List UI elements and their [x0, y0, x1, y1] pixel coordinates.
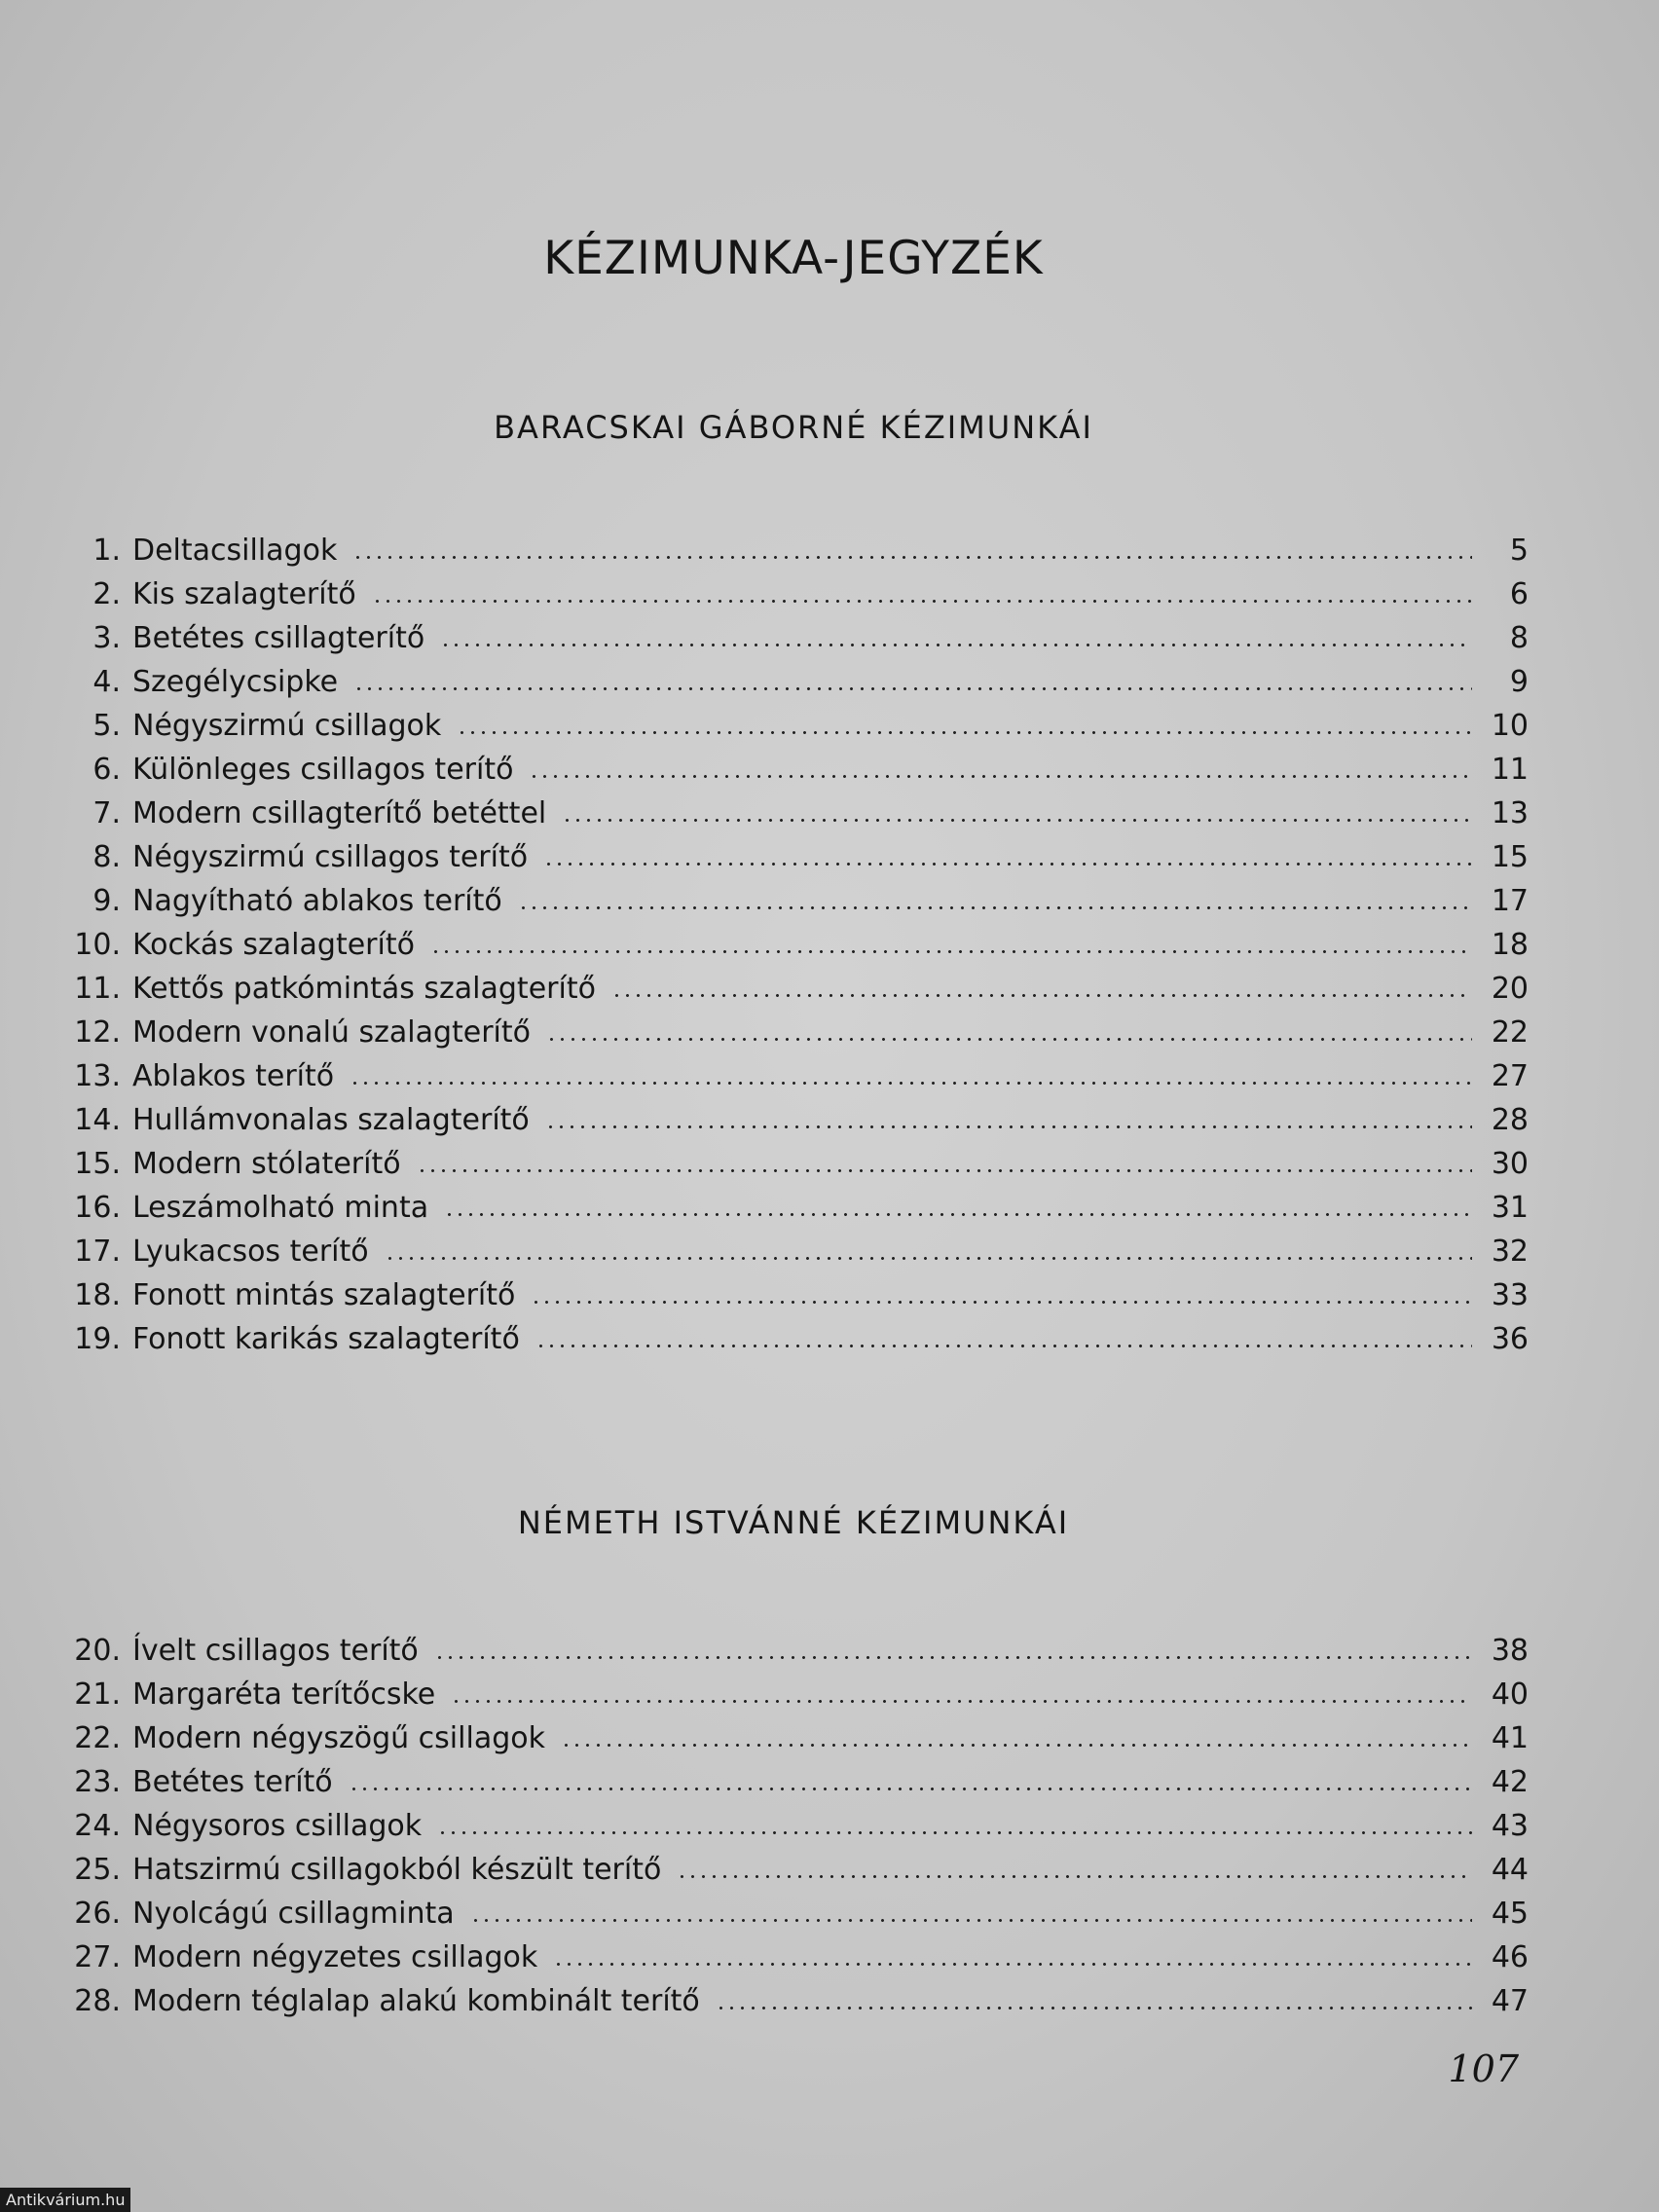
dot-leader [518, 906, 1472, 909]
entry-title: Nagyítható ablakos terítő [132, 884, 502, 918]
dot-leader [444, 1213, 1472, 1216]
entry-title: Modern stólaterítő [132, 1147, 401, 1181]
entry-number: 6. [92, 753, 121, 787]
entry-page-number: 31 [1491, 1191, 1529, 1225]
toc-entry [68, 655, 1529, 699]
entry-number: 17. [74, 1235, 121, 1269]
dot-leader [716, 2007, 1472, 2009]
dot-leader [611, 994, 1472, 997]
toc-entry [68, 1624, 1529, 1668]
page-number: 107 [1448, 2047, 1519, 2090]
entry-title: Hatszirmú csillagokból készült terítő [132, 1853, 662, 1887]
dot-leader [434, 1656, 1472, 1659]
dot-leader [451, 1700, 1472, 1703]
entry-page-number: 5 [1509, 534, 1529, 568]
entry-page-number: 11 [1491, 753, 1529, 787]
dot-leader [531, 1301, 1472, 1304]
entry-number: 20. [74, 1634, 121, 1668]
entry-page-number: 40 [1491, 1677, 1529, 1712]
entry-page-number: 38 [1491, 1634, 1529, 1668]
entry-title: Kockás szalagterítő [132, 928, 415, 962]
toc-entry [68, 524, 1529, 568]
entry-page-number: 30 [1491, 1147, 1529, 1181]
entry-title: Szegélycsipke [132, 665, 339, 699]
toc-entry [68, 1225, 1529, 1269]
entry-number: 12. [74, 1015, 121, 1050]
toc-entry [68, 1887, 1529, 1931]
entry-title: Kis szalagterítő [132, 577, 356, 611]
toc-entry [68, 1181, 1529, 1225]
entry-title: Négyszirmú csillagos terítő [132, 840, 529, 874]
entry-title: Fonott mintás szalagterítő [132, 1278, 516, 1312]
entry-page-number: 28 [1491, 1103, 1529, 1137]
toc-entry [68, 918, 1529, 962]
toc-entry [68, 1668, 1529, 1712]
toc-list-baracskai [68, 524, 1529, 1356]
dot-leader [349, 1788, 1472, 1790]
entry-title: Modern négyzetes csillagok [132, 1940, 538, 1974]
toc-entry [68, 568, 1529, 611]
entry-number: 5. [92, 709, 121, 743]
entry-number: 22. [74, 1721, 121, 1755]
entry-page-number: 42 [1491, 1765, 1529, 1799]
entry-page-number: 22 [1491, 1015, 1529, 1050]
entry-number: 7. [92, 796, 121, 830]
entry-page-number: 36 [1491, 1322, 1529, 1356]
entry-title: Ívelt csillagos terítő [132, 1634, 419, 1668]
toc-entry [68, 1093, 1529, 1137]
toc-entry [68, 1269, 1529, 1312]
dot-leader [561, 1744, 1472, 1747]
entry-page-number: 6 [1509, 577, 1529, 611]
entry-page-number: 10 [1491, 709, 1529, 743]
entry-title: Modern csillagterítő betéttel [132, 796, 547, 830]
entry-number: 8. [92, 840, 121, 874]
toc-entry [68, 830, 1529, 874]
entry-page-number: 33 [1491, 1278, 1529, 1312]
entry-number: 21. [74, 1677, 121, 1712]
entry-number: 24. [74, 1809, 121, 1843]
entry-title: Betétes csillagterítő [132, 621, 425, 655]
section-heading-baracskai: BARACSKAI GÁBORNÉ KÉZIMUNKÁI [494, 409, 1093, 446]
entry-number: 15. [74, 1147, 121, 1181]
entry-number: 13. [74, 1059, 121, 1093]
toc-entry [68, 611, 1529, 655]
dot-leader [553, 1963, 1472, 1966]
entry-page-number: 32 [1491, 1235, 1529, 1269]
dot-leader [535, 1345, 1472, 1347]
entry-page-number: 9 [1509, 665, 1529, 699]
dot-leader [417, 1169, 1472, 1172]
toc-entry [68, 1843, 1529, 1887]
entry-number: 26. [74, 1897, 121, 1931]
entry-title: Négyszirmú csillagok [132, 709, 442, 743]
dot-leader [529, 775, 1472, 778]
entry-number: 1. [92, 534, 121, 568]
entry-title: Ablakos terítő [132, 1059, 335, 1093]
entry-title: Különleges csillagos terítő [132, 753, 514, 787]
dot-leader [677, 1875, 1472, 1878]
entry-title: Leszámolható minta [132, 1191, 429, 1225]
entry-title: Margaréta terítőcske [132, 1677, 436, 1712]
entry-number: 3. [92, 621, 121, 655]
entry-number: 16. [74, 1191, 121, 1225]
dot-leader [457, 731, 1472, 734]
entry-page-number: 46 [1491, 1940, 1529, 1974]
dot-leader [352, 556, 1472, 559]
entry-title: Modern téglalap alakú kombinált terítő [132, 1984, 700, 2018]
entry-number: 14. [74, 1103, 121, 1137]
entry-number: 4. [92, 665, 121, 699]
entry-page-number: 44 [1491, 1853, 1529, 1887]
entry-title: Nyolcágú csillagminta [132, 1897, 455, 1931]
toc-entry [68, 1755, 1529, 1799]
toc-entry [68, 1312, 1529, 1356]
entry-number: 11. [74, 972, 121, 1006]
entry-number: 27. [74, 1940, 121, 1974]
entry-number: 25. [74, 1853, 121, 1887]
entry-number: 19. [74, 1322, 121, 1356]
entry-number: 9. [92, 884, 121, 918]
entry-page-number: 20 [1491, 972, 1529, 1006]
entry-page-number: 13 [1491, 796, 1529, 830]
entry-title: Lyukacsos terítő [132, 1235, 369, 1269]
toc-list-nemeth [68, 1624, 1529, 2018]
toc-entry [68, 1931, 1529, 1974]
entry-title: Modern négyszögű csillagok [132, 1721, 545, 1755]
dot-leader [546, 1038, 1472, 1041]
entry-number: 23. [74, 1765, 121, 1799]
toc-entry [68, 1137, 1529, 1181]
entry-page-number: 15 [1491, 840, 1529, 874]
toc-entry [68, 743, 1529, 787]
entry-number: 10. [74, 928, 121, 962]
toc-entry [68, 874, 1529, 918]
dot-leader [470, 1919, 1472, 1922]
entry-page-number: 17 [1491, 884, 1529, 918]
watermark: Antikvárium.hu [0, 2188, 130, 2212]
entry-title: Fonott karikás szalagterítő [132, 1322, 520, 1356]
entry-title: Kettős patkómintás szalagterítő [132, 972, 596, 1006]
entry-page-number: 27 [1491, 1059, 1529, 1093]
dot-leader [430, 950, 1472, 953]
dot-leader [385, 1257, 1472, 1260]
dot-leader [543, 863, 1472, 866]
entry-page-number: 47 [1491, 1984, 1529, 2018]
dot-leader [440, 644, 1472, 646]
entry-page-number: 45 [1491, 1897, 1529, 1931]
toc-entry [68, 1799, 1529, 1843]
dot-leader [353, 687, 1472, 690]
entry-title: Négysoros csillagok [132, 1809, 423, 1843]
dot-leader [372, 600, 1472, 603]
entry-page-number: 41 [1491, 1721, 1529, 1755]
dot-leader [562, 819, 1472, 822]
entry-title: Betétes terítő [132, 1765, 333, 1799]
page-title: KÉZIMUNKA-JEGYZÉK [543, 232, 1044, 285]
entry-page-number: 8 [1509, 621, 1529, 655]
toc-entry [68, 1050, 1529, 1093]
entry-title: Modern vonalú szalagterítő [132, 1015, 532, 1050]
entry-number: 18. [74, 1278, 121, 1312]
entry-page-number: 18 [1491, 928, 1529, 962]
toc-entry [68, 787, 1529, 830]
entry-number: 2. [92, 577, 121, 611]
section-heading-nemeth: NÉMETH ISTVÁNNÉ KÉZIMUNKÁI [517, 1504, 1070, 1541]
dot-leader [545, 1125, 1472, 1128]
toc-entry [68, 1974, 1529, 2018]
dot-leader [350, 1082, 1472, 1085]
entry-title: Deltacsillagok [132, 534, 338, 568]
toc-entry [68, 699, 1529, 743]
entry-page-number: 43 [1491, 1809, 1529, 1843]
entry-number: 28. [74, 1984, 121, 2018]
toc-entry [68, 962, 1529, 1006]
toc-entry [68, 1712, 1529, 1755]
toc-entry [68, 1006, 1529, 1050]
dot-leader [437, 1831, 1472, 1834]
entry-title: Hullámvonalas szalagterítő [132, 1103, 530, 1137]
